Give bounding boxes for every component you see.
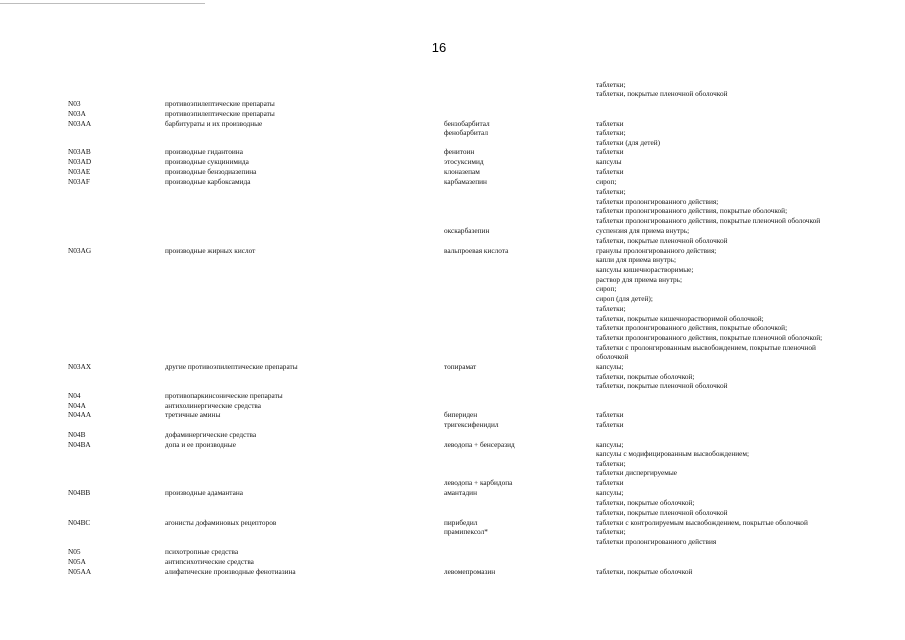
pharm-group: противоэпилептические препараты [165, 99, 275, 108]
table-row [0, 362, 905, 372]
dosage-form: таблетки; [596, 128, 626, 137]
atc-code: N05A [68, 557, 86, 566]
table-row [0, 420, 905, 430]
drug-name: бензобарбитал [444, 119, 490, 128]
drug-name: леводопа + карбидопа [444, 478, 513, 487]
atc-code: N03AD [68, 157, 92, 166]
dosage-form: таблетки пролонгированного действия, покрытые оболочкой; [596, 206, 788, 215]
dosage-form: таблетки; [596, 527, 626, 536]
pharm-group: производные жирных кислот [165, 246, 256, 255]
drug-name: клоназепам [444, 167, 480, 176]
atc-code: N04 [68, 391, 81, 400]
dosage-form: капсулы с модифицированным высвобождением; [596, 449, 750, 458]
table-row [0, 265, 905, 275]
table-row [0, 449, 905, 459]
drug-name: этосуксимид [444, 157, 484, 166]
atc-code: N03AE [68, 167, 91, 176]
dosage-form: таблетки [596, 147, 624, 156]
atc-code: N05 [68, 547, 81, 556]
table-row [0, 255, 905, 265]
dosage-form: таблетки, покрытые кишечнорастворимой оболочкой; [596, 314, 764, 323]
table-row [0, 508, 905, 518]
table-row [0, 498, 905, 508]
table-row [0, 410, 905, 420]
dosage-form: таблетки, покрытые пленочной оболочкой [596, 508, 728, 517]
dosage-form: таблетки; [596, 459, 626, 468]
table-row [0, 352, 905, 362]
drug-name: леводопа + бенсеразид [444, 440, 515, 449]
dosage-form: таблетки; [596, 187, 626, 196]
page-number: 16 [431, 40, 447, 55]
dosage-form: сироп (для детей); [596, 294, 653, 303]
dosage-form: суспензия для приема внутрь; [596, 226, 690, 235]
drug-name: тригексифенидил [444, 420, 499, 429]
table-row [0, 527, 905, 537]
dosage-form: таблетки, покрытые оболочкой [596, 567, 693, 576]
drug-name: фенобарбитал [444, 128, 488, 137]
drug-name: пирибедил [444, 518, 478, 527]
dosage-form: капсулы [596, 157, 622, 166]
dosage-form: таблетки с контролируемым высвобождением, покрытые оболочкой [596, 518, 808, 527]
dosage-form: таблетки; [596, 80, 626, 89]
table-row [0, 537, 905, 547]
dosage-form: капсулы; [596, 440, 624, 449]
dosage-form: таблетки [596, 420, 624, 429]
table-row [0, 567, 905, 577]
dosage-form: гранулы пролонгированного действия; [596, 246, 717, 255]
atc-code: N03AG [68, 246, 92, 255]
table-row [0, 147, 905, 157]
table-row [0, 557, 905, 567]
table-row [0, 167, 905, 177]
drug-name: амантадин [444, 488, 477, 497]
table-row [0, 226, 905, 236]
atc-code: N03AF [68, 177, 90, 186]
dosage-form: таблетки, покрытые пленочной оболочкой [596, 381, 728, 390]
table-row [0, 430, 905, 440]
table-row [0, 323, 905, 333]
dosage-form: таблетки с пролонгированным высвобождением, покрытые пленочной [596, 343, 816, 352]
pharm-group: производные адамантана [165, 488, 243, 497]
pharm-group: третичные амины [165, 410, 221, 419]
drug-name: топирамат [444, 362, 477, 371]
pharm-group: дофаминергические средства [165, 430, 257, 439]
atc-code: N04BB [68, 488, 91, 497]
dosage-form: капсулы; [596, 362, 624, 371]
dosage-form: капли для приема внутрь; [596, 255, 676, 264]
table-row [0, 391, 905, 401]
atc-code: N03AX [68, 362, 92, 371]
dosage-form: капсулы кишечнорастворимые; [596, 265, 694, 274]
dosage-form: сироп; [596, 177, 617, 186]
atc-code: N03AA [68, 119, 92, 128]
table-row [0, 304, 905, 314]
dosage-form: таблетки [596, 478, 624, 487]
dosage-form: таблетки; [596, 304, 626, 313]
atc-code: N04A [68, 401, 86, 410]
dosage-form: таблетки пролонгированного действия [596, 537, 717, 546]
pharm-group: алифатические производные фенотиазина [165, 567, 296, 576]
atc-code: N03A [68, 109, 86, 118]
pharm-group: производные карбоксамида [165, 177, 251, 186]
dosage-form: капсулы; [596, 488, 624, 497]
atc-code: N03AB [68, 147, 91, 156]
pharm-group: агонисты дофаминовых рецепторов [165, 518, 277, 527]
table-row [0, 468, 905, 478]
drug-name: карбамазепин [444, 177, 487, 186]
dosage-form: таблетки, покрытые оболочкой; [596, 498, 695, 507]
table-row [0, 488, 905, 498]
table-row [0, 333, 905, 343]
dosage-form: таблетки [596, 410, 624, 419]
pharm-group: допа и ее производные [165, 440, 236, 449]
table-row [0, 206, 905, 216]
pharm-group: антихолинергические средства [165, 401, 261, 410]
pharm-group: противоэпилептические препараты [165, 109, 275, 118]
dosage-form: таблетки, покрытые пленочной оболочкой [596, 89, 728, 98]
table-row [0, 109, 905, 119]
pharm-group: барбитураты и их производные [165, 119, 263, 128]
table-row [0, 128, 905, 138]
pharm-group: антипсихотические средства [165, 557, 254, 566]
drug-name: левомепромазин [444, 567, 496, 576]
table-row [0, 99, 905, 109]
pharm-group: противопаркинсонические препараты [165, 391, 283, 400]
table-row [0, 187, 905, 197]
dosage-form: сироп; [596, 284, 617, 293]
table-row [0, 89, 905, 99]
dosage-form: таблетки пролонгированного действия, покрытые оболочкой; [596, 323, 788, 332]
table-row [0, 478, 905, 488]
atc-code: N05AA [68, 567, 92, 576]
dosage-form: таблетки (для детей) [596, 138, 661, 147]
dosage-form: таблетки пролонгированного действия, покрытые пленочной оболочкой; [596, 333, 823, 342]
table-row [0, 381, 905, 391]
drug-name: вальпроевая кислота [444, 246, 509, 255]
atc-code: N03 [68, 99, 81, 108]
drug-name: бипериден [444, 410, 478, 419]
atc-code: N04AA [68, 410, 92, 419]
dosage-form: оболочкой [596, 352, 629, 361]
atc-code: N04B [68, 430, 86, 439]
pharm-group: производные бензодиазепина [165, 167, 257, 176]
drug-name: прамипексол* [444, 527, 488, 536]
table-row [0, 216, 905, 226]
dosage-form: таблетки диспергируемые [596, 468, 678, 477]
table-row [0, 547, 905, 557]
table-row [0, 236, 905, 246]
atc-code: N04BA [68, 440, 91, 449]
dosage-form: таблетки [596, 167, 624, 176]
pharm-group: психотропные средства [165, 547, 239, 556]
drug-name: окскарбазепин [444, 226, 490, 235]
dosage-form: таблетки пролонгированного действия; [596, 197, 719, 206]
table-row [0, 294, 905, 304]
table-row [0, 157, 905, 167]
dosage-form: таблетки пролонгированного действия, покрытые пленочной оболочкой [596, 216, 821, 225]
dosage-form: таблетки, покрытые оболочкой; [596, 372, 695, 381]
drug-name: фенитоин [444, 147, 475, 156]
atc-code: N04BC [68, 518, 91, 527]
dosage-form: таблетки, покрытые пленочной оболочкой [596, 236, 728, 245]
pharm-group: производные гидантоина [165, 147, 243, 156]
pharm-group: производные сукцинимида [165, 157, 249, 166]
table-row [0, 284, 905, 294]
dosage-form: таблетки [596, 119, 624, 128]
dosage-form: раствор для приема внутрь; [596, 275, 682, 284]
table-row [0, 177, 905, 187]
pharm-group: другие противоэпилептические препараты [165, 362, 298, 371]
